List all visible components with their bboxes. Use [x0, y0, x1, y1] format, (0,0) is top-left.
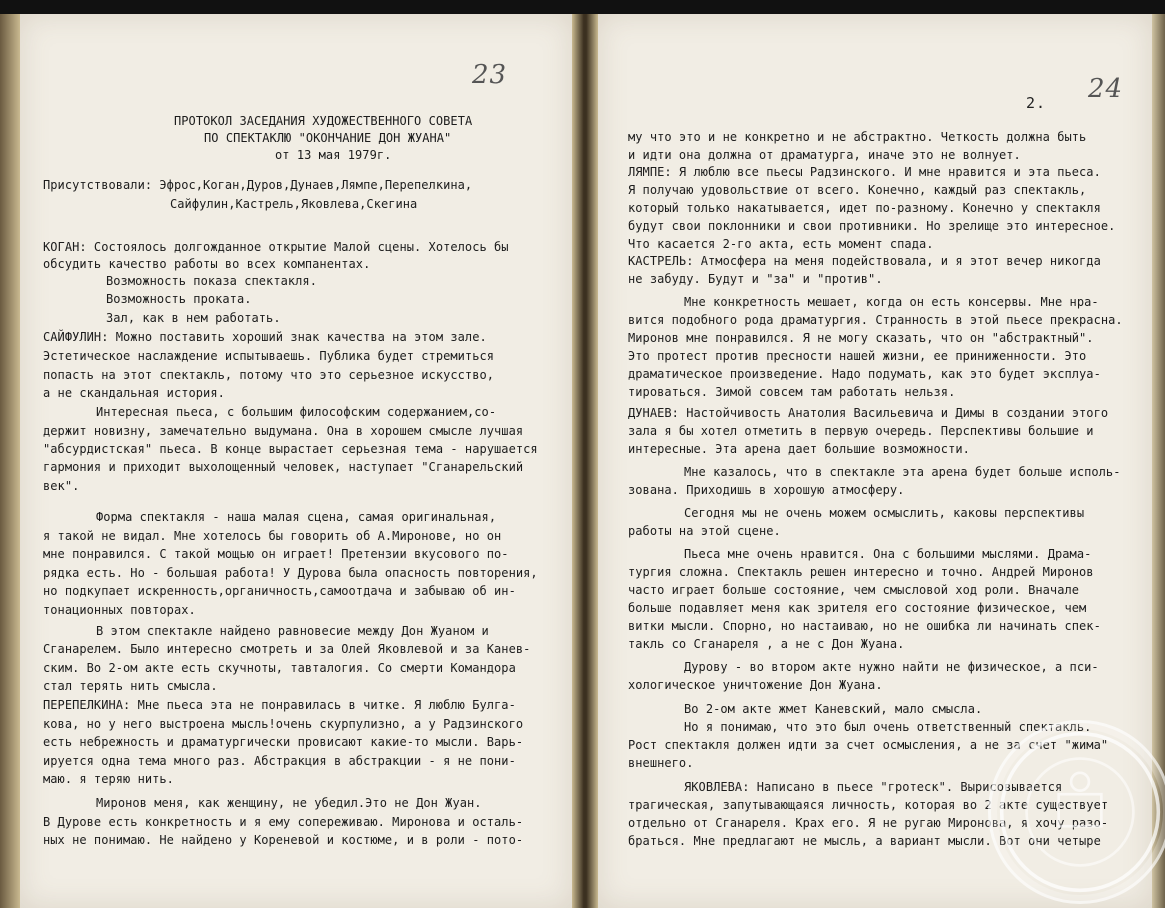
text-line: Но я понимаю, что это был очень ответственный спектакль. — [684, 720, 1092, 734]
text-line: вится подобного рода драматургия. Странность в этой пьесе прекрасна. — [628, 313, 1123, 327]
text-line: В Дурове есть конкретность и я ему сопереживаю. Миронова и осталь- — [43, 815, 524, 829]
text-line: Зал, как в нем работать. — [106, 311, 281, 325]
text-line: Во 2-ом акте жмет Каневский, мало смысла. — [684, 702, 983, 716]
protocol-date: от 13 мая 1979г. — [275, 148, 392, 162]
text-line: Дурову - во втором акте нужно найти не физическое, а пси- — [684, 660, 1099, 674]
text-line: ским. Во 2-ом акте есть скучноты, тавталогия. Со смерти Командора — [43, 661, 516, 675]
text-line: часто играет больше состояние, чем смысловой ход роли. Вначале — [628, 583, 1080, 597]
text-line: Рост спектакля должен идти за счет осмысления, а не за счет "жима" — [628, 738, 1109, 752]
text-line: зована. Приходишь в хорошую атмосферу. — [628, 483, 905, 497]
book-edge-right — [1152, 14, 1165, 908]
book-edge-left — [0, 14, 20, 908]
text-line: му что это и не конкретно и не абстрактно. Четкость должна быть — [628, 130, 1087, 144]
text-line: век". — [43, 479, 80, 493]
text-line: держит новизну, замечательно выдумана. Она в хорошем смысле лучшая — [43, 424, 524, 438]
text-line: Возможность показа спектакля. — [106, 274, 317, 288]
left-page — [20, 14, 572, 908]
right-page — [598, 14, 1152, 908]
text-line: ПЕРЕПЕЛКИНА: Мне пьеса эта не понравилась в читке. Я люблю Булга- — [43, 698, 516, 712]
text-line: мне понравился. С такой мощью он играет! Претензии вкусового по- — [43, 547, 509, 561]
text-line: ДУНАЕВ: Настойчивость Анатолия Васильевича и Димы в создании этого — [628, 406, 1109, 420]
text-line: Я получаю удовольствие от всего. Конечно, каждый раз спектакль, — [628, 183, 1087, 197]
text-line: который только накатывается, идет по-разному. Конечно у спектакля — [628, 201, 1101, 215]
text-line: есть небрежность и драматургически провисают какие-то мысли. Варь- — [43, 735, 524, 749]
text-line: Пьеса мне очень нравится. Она с большими мыслями. Драма- — [684, 547, 1092, 561]
text-line: Что касается 2-го акта, есть момент спада. — [628, 237, 934, 251]
text-line: попасть на этот спектакль, потому что это серьезное искусство, — [43, 368, 495, 382]
text-line: Миронов мне понравился. Я не могу сказать, что он "абстрактный". — [628, 331, 1094, 345]
text-line: ЛЯМПЕ: Я люблю все пьесы Радзинского. И мне нравится и эта пьеса. — [628, 165, 1101, 179]
text-line: "абсурдистская" пьеса. В конце вырастает серьезная тема - нарушается — [43, 442, 538, 456]
text-line: я такой не видал. Мне хотелось бы говорить об А.Миронове, но он — [43, 529, 502, 543]
page-number-typed: 2. — [1026, 94, 1047, 112]
text-line: но подкупает искренность,органичность,самоотдача и забываю об ин- — [43, 584, 516, 598]
text-line: Это протест против пресности нашей жизни, ее приниженности. Это — [628, 349, 1087, 363]
text-line: отдельно от Сганареля. Крах его. Я не ругаю Миронова, я хочу разо- — [628, 816, 1109, 830]
text-line: витки мысли. Спорно, но настаиваю, но не ошибка ли начинать спек- — [628, 619, 1101, 633]
text-line: зала я бы хотел отметить в первую очередь. Перспективы большие и — [628, 424, 1094, 438]
text-line: стал терять нить смысла. — [43, 679, 218, 693]
text-line: не забуду. Будут и "за" и "против". — [628, 272, 883, 286]
text-line: Сегодня мы не очень можем осмыслить, каковы перспективы — [684, 506, 1085, 520]
text-line: ных не понимаю. Не найдено у Кореневой и костюме, и в роли - пото- — [43, 833, 524, 847]
text-line: КОГАН: Состоялось долгожданное открытие Малой сцены. Хотелось бы — [43, 240, 509, 254]
text-line: САЙФУЛИН: Можно поставить хороший знак качества на этом зале. — [43, 330, 487, 344]
text-line: будут свои поклонники и свои противники. Но зрелище это интересное. — [628, 219, 1116, 233]
text-line: драматическое произведение. Надо подумать, как это будет эксплуа- — [628, 367, 1101, 381]
text-line: Сганарелем. Было интересно смотреть и за Олей Яковлевой и за Канев- — [43, 642, 531, 656]
text-line: ируется одна тема много раз. Абстракция в абстракции - я не пони- — [43, 754, 516, 768]
text-line: а не скандальная история. — [43, 386, 225, 400]
text-line: тироваться. Зимой совсем там работать нельзя. — [628, 385, 956, 399]
text-line: маю. я теряю нить. — [43, 772, 174, 786]
text-line: внешнего. — [628, 756, 694, 770]
text-line: Возможность проката. — [106, 292, 252, 306]
text-line: КАСТРЕЛЬ: Атмосфера на меня подействовала, и я этот вечер никогда — [628, 254, 1101, 268]
text-line: ЯКОВЛЕВА: Написано в пьесе "гротеск". Вырисовывается — [684, 780, 1063, 794]
page-number-handwritten: 23 — [472, 60, 508, 90]
text-line: хологическое уничтожение Дон Жуана. — [628, 678, 883, 692]
text-line: Мне конкретность мешает, когда он есть консервы. Мне нра- — [684, 295, 1099, 309]
text-line: Интересная пьеса, с большим философским содержанием,со- — [96, 405, 497, 419]
text-line: кова, но у него выстроена мысль!очень скурпулизно, а у Радзинского — [43, 717, 524, 731]
text-line: Эстетическое наслаждение испытываешь. Публика будет стремиться — [43, 349, 495, 363]
text-line: больше подавляет меня как зрителя его состояние физическое, чем — [628, 601, 1087, 615]
attendees-line: Сайфулин,Кастрель,Яковлева,Скегина — [170, 197, 418, 211]
text-line: тургия сложна. Спектакль решен интересно и точно. Андрей Миронов — [628, 565, 1094, 579]
text-line: интересные. Эта арена дает большие возможности. — [628, 442, 970, 456]
text-line: Форма спектакля - наша малая сцена, самая оригинальная, — [96, 510, 497, 524]
text-line: Мне казалось, что в спектакле эта арена будет больше исполь- — [684, 465, 1121, 479]
text-line: обсудить качество работы во всех компанентах. — [43, 257, 371, 271]
page-number-handwritten: 24 — [1088, 74, 1124, 104]
text-line: работы на этой сцене. — [628, 524, 781, 538]
protocol-subtitle: ПО СПЕКТАКЛЮ "ОКОНЧАНИЕ ДОН ЖУАНА" — [204, 131, 452, 145]
text-line: В этом спектакле найдено равновесие между Дон Жуаном и — [96, 624, 489, 638]
text-line: рядка есть. Но - большая работа! У Дурова была опасность повторения, — [43, 566, 538, 580]
protocol-title: ПРОТОКОЛ ЗАСЕДАНИЯ ХУДОЖЕСТВЕННОГО СОВЕТА — [174, 114, 473, 128]
text-line: Миронов меня, как женщину, не убедил.Это не Дон Жуан. — [96, 796, 482, 810]
book-spine — [572, 14, 598, 908]
text-line: тонационных повторах. — [43, 603, 196, 617]
text-line: и идти она должна от драматурга, иначе это не волнует. — [628, 148, 1021, 162]
attendees-line: Присутствовали: Эфрос,Коган,Дуров,Дунаев,Лямпе,Перепелкина, — [43, 178, 473, 192]
text-line: браться. Мне предлагают не мысль, а вариант мысли. Вот они четыре — [628, 834, 1101, 848]
text-line: гармония и приходит выхолощенный человек, наступает "Сганарельский — [43, 460, 524, 474]
text-line: трагическая, запутывающаяся личность, которая во 2 акте существует — [628, 798, 1109, 812]
text-line: такль со Сганареля , а не с Дон Жуана. — [628, 637, 905, 651]
